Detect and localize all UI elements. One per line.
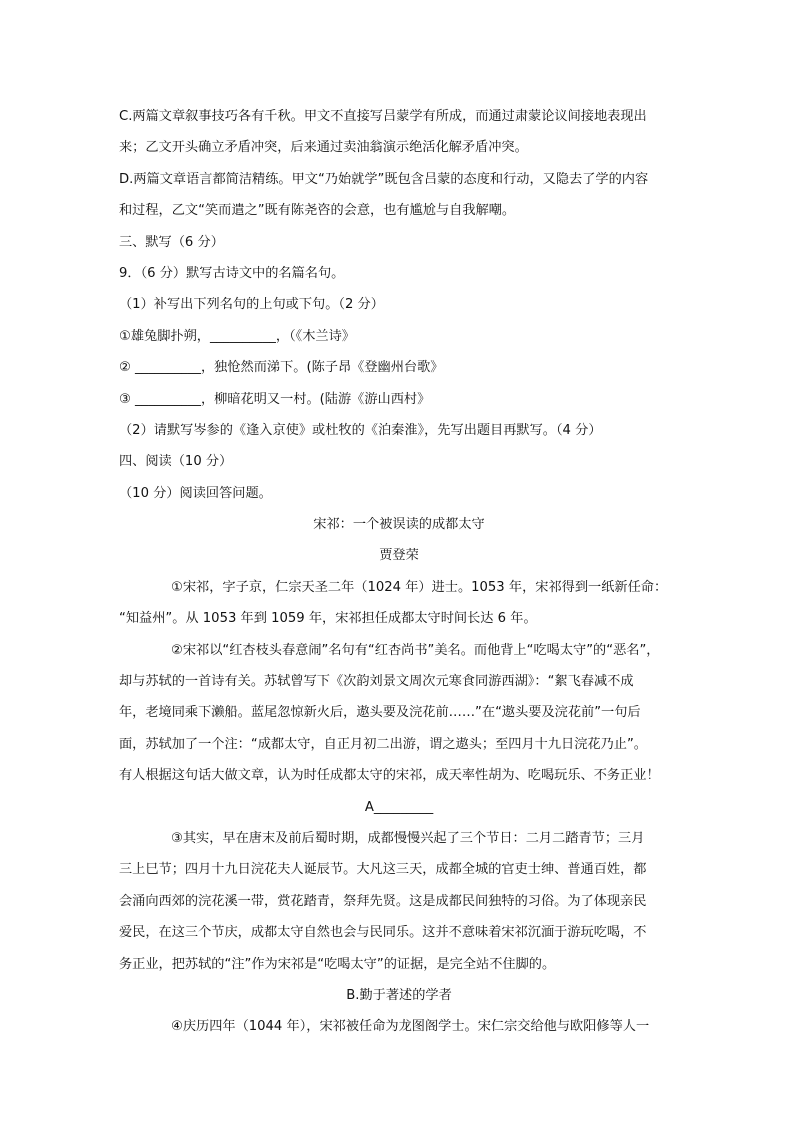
question-9-item-3: ③ __________，柳暗花明又一村。(陆游《游山西村》 — [119, 391, 431, 407]
document-body — [119, 101, 679, 1043]
question-9-heading: 9．（6 分）默写古诗文中的名篇名句。 — [119, 265, 345, 281]
paragraph-3-line-1: ③其实，早在唐末及前后蜀时期，成都慢慢兴起了三个节日：二月二踏青节；三月 — [171, 830, 645, 846]
option-d-line-2: 和过程，乙文“笑而遣之”既有陈尧咨的会意，也有尴尬与自我解嘲。 — [119, 203, 516, 219]
paragraph-2-line-3: 年，老境同乘下濑船。蓝尾忽惊新火后，遨头要及浣花前……”在“遨头要及浣花前”一句后 — [119, 705, 641, 721]
question-9-item-2: ② __________，独怆然而涕下。(陈子昂《登幽州台歌》 — [119, 360, 444, 376]
paragraph-3-line-2: 三上巳节；四月十九日浣花夫人诞辰节。大凡这三天，成都全城的官吏士绅、普通百姓，都 — [119, 862, 647, 878]
paragraph-2-line-4: 面，苏轼加了一个注：“成都太守，自正月初二出游，谓之遨头；至四月十九日浣花乃止”。 — [119, 736, 647, 752]
question-9-part-2: （2）请默写岑参的《逢入京使》或杜牧的《泊秦淮》，先写出题目再默写。（4 分） — [119, 422, 602, 438]
paragraph-4-line-1: ④庆历四年（1044 年），宋祁被任命为龙图阁学士。宋仁宗交给他与欧阳修等人一 — [171, 1019, 650, 1035]
question-9-item-1: ①雄兔脚扑朔，__________，（《木兰诗》 — [119, 328, 355, 344]
option-c-line-1: C.两篇文章叙事技巧各有千秋。甲文不直接写吕蒙学有所成，而通过肃蒙论议间接地表现出 — [119, 109, 647, 124]
reading-instruction: （10 分）阅读回答问题。 — [119, 485, 272, 501]
section-heading-reading: 四、阅读（10 分） — [119, 454, 233, 470]
question-9-part-1: （1）补写出下列名句的上句或下句。（2 分） — [119, 297, 384, 313]
option-c-line-2: 来；乙文开头确立矛盾冲突，后来通过卖油翁演示绝活化解矛盾冲突。 — [119, 140, 528, 156]
article-author: 贾登荣 — [379, 548, 419, 564]
paragraph-2-line-2: 却与苏轼的一首诗有关。苏轼曾写下《次韵刘景文周次元寒食同游西湖》：“絮飞春减不成 — [119, 674, 634, 690]
paragraph-3-line-4: 爱民，在这三个节庆，成都太守自然也会与民同乐。这并不意味着宋祁沉湎于游玩吃喝，不 — [119, 925, 647, 941]
subheading-b: B.勤于著述的学者 — [346, 987, 452, 1003]
paragraph-2-line-5: 有人根据这句话大做文章，认为时任成都太守的宋祁，成天率性胡为、吃喝玩乐、不务正业！ — [119, 768, 660, 784]
paragraph-2-line-1: ②宋祁以“红杏枝头春意闹”名句有“红杏尚书”美名。而他背上“吃喝太守”的“恶名”， — [171, 642, 660, 658]
subheading-a-blank: A_________ — [364, 799, 434, 815]
article-title: 宋祁：一个被误读的成都太守 — [313, 517, 485, 533]
paragraph-3-line-5: 务正业，把苏轼的“注”作为宋祁是“吃喝太守”的证据，是完全站不住脚的。 — [119, 956, 556, 972]
paragraph-3-line-3: 会涌向西郊的浣花溪一带，赏花踏青，祭拜先贤。这是成都民间独特的习俗。为了体现亲民 — [119, 893, 647, 909]
section-heading-dictation: 三、默写（6 分） — [119, 234, 224, 250]
paragraph-1-line-1: ①宋祁，字子京，仁宗天圣二年（1024 年）进士。1053 年，宋祁得到一纸新任命： — [171, 579, 668, 595]
paragraph-1-line-2: “知益州”。从 1053 年到 1059 年，宋祁担任成都太守时间长达 6 年。 — [119, 611, 537, 627]
option-d-line-1: D.两篇文章语言都简洁精练。甲文“乃始就学”既包含吕蒙的态度和行动，又隐去了学的内容 — [119, 171, 649, 187]
